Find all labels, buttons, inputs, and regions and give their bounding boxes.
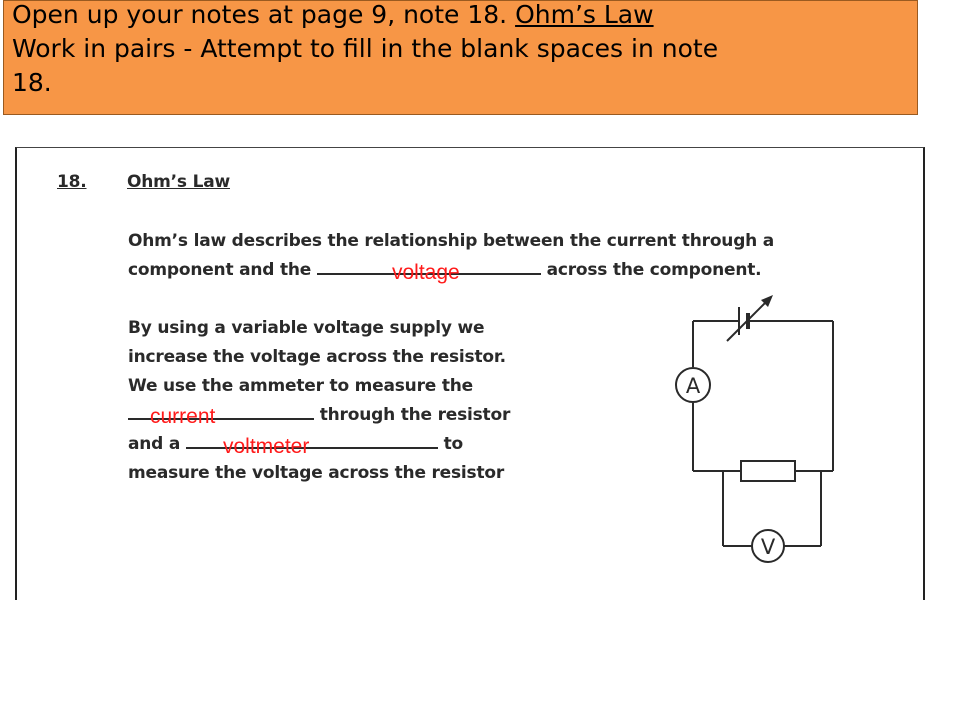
para1-line2-after: across the component. — [546, 260, 762, 280]
instruction-banner — [3, 0, 918, 115]
variable-supply-icon — [727, 295, 773, 341]
banner-line-2: Work in pairs - Attempt to fill in the blank spaces in note — [12, 34, 719, 63]
note-title: Ohm’s Law — [127, 172, 230, 192]
note-number: 18. — [57, 172, 87, 192]
para2-line4-after: through the resistor — [319, 405, 511, 425]
answer-current: current — [150, 405, 216, 428]
banner-ohms-law-link: Ohm’s Law — [515, 0, 654, 29]
para2-line1: By using a variable voltage supply we — [128, 318, 485, 338]
scanned-note-page — [15, 147, 925, 600]
voltmeter-label: V — [760, 535, 776, 559]
ammeter-icon — [676, 368, 710, 402]
resistor-icon — [741, 461, 795, 481]
answer-voltmeter: voltmeter — [223, 435, 310, 458]
ammeter-label: A — [685, 374, 701, 398]
banner-line-1 — [12, 0, 909, 32]
para1-line1: Ohm’s law describes the relationship between the current through a — [128, 231, 775, 251]
banner-line-1-text: Open up your notes at page 9, note 18. — [12, 0, 516, 29]
circuit-diagram — [657, 293, 857, 563]
banner-line-3: 18. — [12, 68, 52, 97]
para2-line5-before: and a — [128, 434, 181, 454]
para2-line6: measure the voltage across the resistor — [128, 463, 505, 483]
voltmeter-icon — [752, 530, 784, 562]
para2-line3: We use the ammeter to measure the — [128, 376, 473, 396]
para1-line2-before: component and the — [128, 260, 312, 280]
answer-voltage: voltage — [392, 261, 460, 284]
para2-line2: increase the voltage across the resistor. — [128, 347, 506, 367]
para2-line5-after: to — [443, 434, 463, 454]
